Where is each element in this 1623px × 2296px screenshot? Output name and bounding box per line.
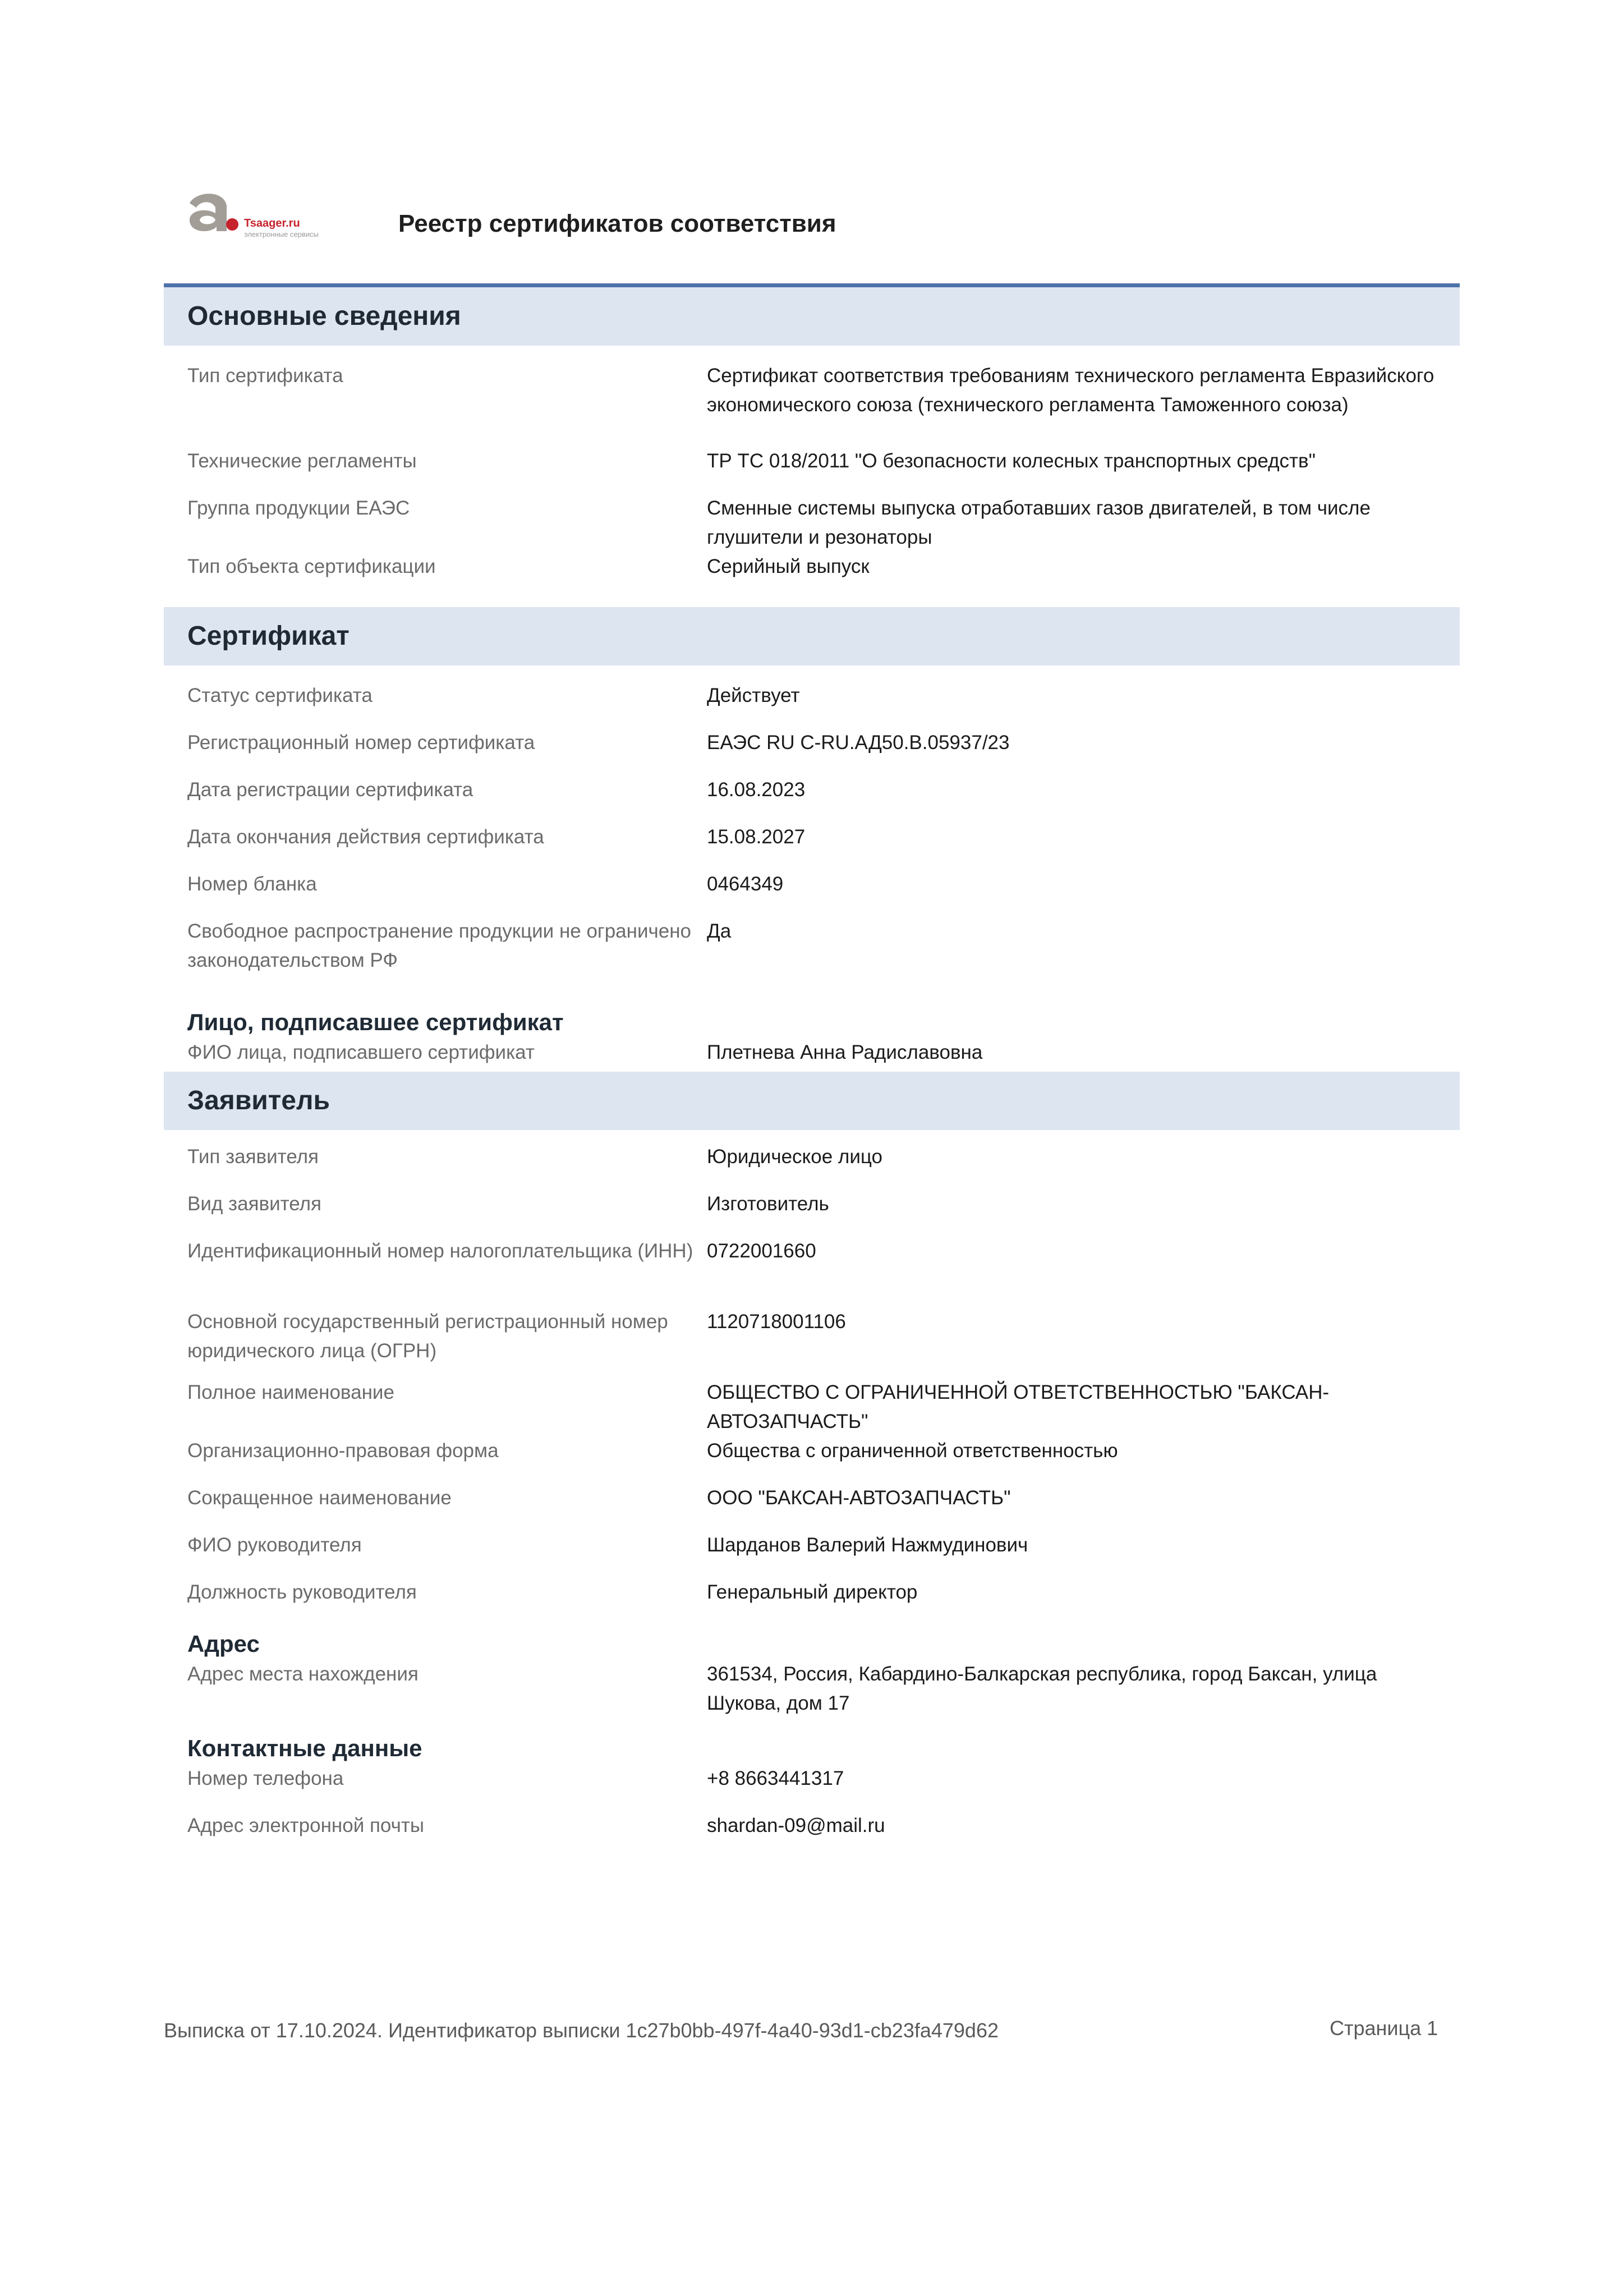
field-row xyxy=(164,447,1460,494)
field-row xyxy=(164,1764,1460,1811)
field-label: ФИО руководителя xyxy=(187,1534,362,1556)
field-value: Юридическое лицо xyxy=(707,1146,883,1168)
field-value: ООО "БАКСАН-АВТОЗАПЧАСТЬ" xyxy=(707,1487,1011,1509)
field-label: Номер бланка xyxy=(187,873,317,895)
field-label: Полное наименование xyxy=(187,1381,394,1403)
signer-name: Плетнева Анна Радиславовна xyxy=(707,1041,983,1063)
field-row xyxy=(164,1038,1460,1072)
field-row xyxy=(164,1237,1460,1307)
field-label: Группа продукции ЕАЭС xyxy=(187,497,410,519)
full-name-value: ОБЩЕСТВО С ОГРАНИЧЕННОЙ ОТВЕТСТВЕННОСТЬЮ "БАКСАН-АВТОЗАПЧАСТЬ" xyxy=(707,1381,1330,1432)
field-label: Свободное распространение продукции не ограничено законодательством РФ xyxy=(187,920,692,971)
section-basic-rows xyxy=(164,346,1460,607)
section-header-applicant: Заявитель xyxy=(164,1072,1460,1130)
section-certificate-rows xyxy=(164,665,1460,1072)
field-label: Дата регистрации сертификата xyxy=(187,779,473,801)
certificate-status: Действует xyxy=(707,685,800,706)
field-value: Сменные системы выпуска отработавших газов двигателей, в том числе глушители и резонаторы xyxy=(707,497,1371,548)
certificate-number: ЕАЭС RU С-RU.АД50.В.05937/23 xyxy=(707,732,1010,754)
field-row xyxy=(164,1378,1460,1436)
field-value: Генеральный директор xyxy=(707,1581,918,1603)
field-label: Адрес электронной почты xyxy=(187,1815,425,1836)
header-divider xyxy=(164,283,1460,287)
field-row xyxy=(164,870,1460,917)
field-row xyxy=(164,823,1460,870)
field-row xyxy=(164,1436,1460,1484)
director-name: Шарданов Валерий Нажмудинович xyxy=(707,1534,1028,1556)
document-title: Реестр сертификатов соответствия xyxy=(398,210,836,237)
section-header-certificate: Сертификат xyxy=(164,607,1460,665)
field-row xyxy=(164,1307,1460,1378)
field-row xyxy=(164,1811,1460,1858)
field-row xyxy=(164,1190,1460,1237)
inn-value: 0722001660 xyxy=(707,1240,816,1262)
subsection-title-address: Адрес xyxy=(187,1631,260,1657)
field-row xyxy=(164,728,1460,775)
field-row xyxy=(164,1484,1460,1531)
expiry-date: 15.08.2027 xyxy=(707,826,806,848)
section-applicant-rows xyxy=(164,1130,1460,1874)
field-value: Изготовитель xyxy=(707,1193,829,1215)
field-value: Сертификат соответствия требованиям технического регламента Евразийского экономического союза (технического регламента Таможенного союза) xyxy=(707,365,1435,416)
blank-number: 0464349 xyxy=(707,873,784,895)
field-label: Вид заявителя xyxy=(187,1193,321,1215)
field-label: Тип заявителя xyxy=(187,1146,319,1168)
field-row xyxy=(164,494,1460,552)
field-row xyxy=(164,1578,1460,1628)
document-content xyxy=(164,287,1460,1874)
field-row xyxy=(164,1531,1460,1578)
logo-text: Tsaager.ru xyxy=(244,217,300,229)
field-value: Общества с ограниченной ответственностью xyxy=(707,1440,1118,1462)
logo-mark-icon xyxy=(180,185,241,247)
field-label: Основной государственный регистрационный номер юридического лица (ОГРН) xyxy=(187,1311,668,1362)
field-label: Тип сертификата xyxy=(187,365,343,387)
field-row xyxy=(164,1142,1460,1190)
field-label: Организационно-правовая форма xyxy=(187,1440,499,1462)
subsection-title-signer: Лицо, подписавшее сертификат xyxy=(187,1009,564,1035)
field-label: Регистрационный номер сертификата xyxy=(187,732,535,754)
field-label: Технические регламенты xyxy=(187,450,417,472)
field-label: Тип объекта сертификации xyxy=(187,555,436,577)
subsection-title-contacts: Контактные данные xyxy=(187,1735,422,1761)
logo-subtitle: электронные сервисы xyxy=(244,230,319,238)
registration-date: 16.08.2023 xyxy=(707,779,806,801)
page-number: Страница 1 xyxy=(1330,2017,1438,2040)
field-value: ТР ТС 018/2011 "О безопасности колесных транспортных средств" xyxy=(707,450,1316,472)
field-row xyxy=(164,361,1460,447)
document-header xyxy=(180,185,1459,252)
registry-logo xyxy=(180,185,348,252)
extract-footer: Выписка от 17.10.2024. Идентификатор выписки 1c27b0bb-497f-4a40-93d1-cb23fa479d62 xyxy=(164,2019,999,2042)
field-row xyxy=(164,775,1460,823)
section-header-basic: Основные сведения xyxy=(164,287,1460,346)
field-row xyxy=(164,552,1460,591)
field-row xyxy=(164,917,1460,1007)
field-row xyxy=(164,1660,1460,1733)
field-label: Адрес места нахождения xyxy=(187,1663,419,1685)
field-label: ФИО лица, подписавшего сертификат xyxy=(187,1041,535,1063)
ogrn-value: 1120718001106 xyxy=(707,1311,846,1333)
field-label: Сокращенное наименование xyxy=(187,1487,452,1509)
field-row xyxy=(164,681,1460,728)
address-value: 361534, Россия, Кабардино-Балкарская республика, город Баксан, улица Шукова, дом 17 xyxy=(707,1663,1377,1714)
field-label: Должность руководителя xyxy=(187,1581,417,1603)
field-label: Статус сертификата xyxy=(187,685,373,706)
phone-value: +8 8663441317 xyxy=(707,1767,844,1789)
field-value: Серийный выпуск xyxy=(707,555,870,577)
field-label: Дата окончания действия сертификата xyxy=(187,826,544,848)
field-label: Номер телефона xyxy=(187,1767,344,1789)
field-label: Идентификационный номер налогоплательщика (ИНН) xyxy=(187,1240,693,1262)
field-value: Да xyxy=(707,920,732,942)
email-value: shardan-09@mail.ru xyxy=(707,1815,885,1836)
